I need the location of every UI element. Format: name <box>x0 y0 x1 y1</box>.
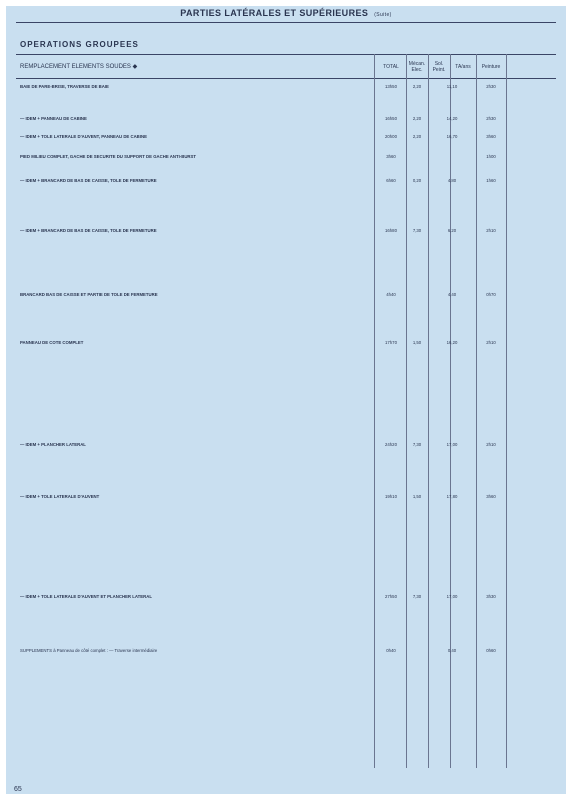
column-line <box>374 54 375 768</box>
divider <box>16 78 556 79</box>
table-cell-c2: 0,20 <box>412 178 422 183</box>
table-row-label: — IDEM + TOLE LATERALE D'AUVENT <box>20 494 100 499</box>
column-header-mecanique: Mécan. Elec. <box>408 61 426 73</box>
table-row-label: BAIE DE PARE-BRISE, TRAVERSE DE BAIE <box>20 84 109 89</box>
page-title <box>6 8 566 18</box>
table-cell-c3: 17,00 <box>446 594 458 599</box>
table-row-label: — IDEM + BRANCARD DE BAS DE CAISSE, TOLE DE FERMETURE <box>20 228 157 233</box>
table-cell-total: 3h60 <box>386 154 396 159</box>
table-cell-c2: 1,50 <box>412 494 422 499</box>
column-header-tolerie: TA/ans <box>455 64 471 70</box>
table-row-label: PANNEAU DE COTE COMPLET <box>20 340 84 345</box>
table-cell-c3: 17,00 <box>446 442 458 447</box>
table-row-label: — IDEM + PLANCHER LATERAL <box>20 442 86 447</box>
column-line <box>506 54 507 768</box>
table-cell-total: 0h40 <box>386 648 396 653</box>
table-cell-c3: 4,40 <box>447 292 457 297</box>
table-row-label: — IDEM + TOLE LATERALE D'AUVENT, PANNEAU DE CABINE <box>20 134 147 139</box>
table-cell-total: 16h50 <box>385 116 397 121</box>
table-row-label: — IDEM + TOLE LATERALE D'AUVENT ET PLANCHER LATERAL <box>20 594 152 599</box>
table-cell-c3: 11,10 <box>446 84 458 89</box>
table-cell-total: 16h80 <box>385 228 397 233</box>
section-heading: OPERATIONS GROUPEES <box>20 40 139 49</box>
table-cell-c3: 17,80 <box>446 494 458 499</box>
table-row-label: — IDEM + BRANCARD DE BAS DE CAISSE, TOLE DE FERMETURE <box>20 178 157 183</box>
table-cell-c5: 1h00 <box>486 154 496 159</box>
table-cell-c3: 14,20 <box>446 116 458 121</box>
table-cell-c5: 3h60 <box>486 134 496 139</box>
table-cell-c5: 2h30 <box>486 84 496 89</box>
table-cell-c5: 2h30 <box>486 116 496 121</box>
column-line <box>428 54 429 768</box>
table-cell-total: 27h50 <box>385 594 397 599</box>
title-suffix: (Suite) <box>374 12 392 18</box>
table-cell-c5: 2h10 <box>486 442 496 447</box>
table-cell-c5: 3h60 <box>486 494 496 499</box>
divider <box>16 22 556 23</box>
page-number: 65 <box>14 786 22 793</box>
subsection-heading: REMPLACEMENT ELEMENTS SOUDES ◆ <box>20 64 138 70</box>
document-page <box>6 6 566 794</box>
table-row-label: PIED MILIEU COMPLET, GACHE DE SECURITE DU SUPPORT DE GACHE ANTI-BURST <box>20 154 197 159</box>
table-cell-c2: 2,20 <box>412 84 422 89</box>
table-cell-c5: 2h10 <box>486 228 496 233</box>
table-cell-c3: 4,80 <box>447 178 457 183</box>
table-cell-c5: 0h70 <box>486 292 496 297</box>
table-cell-c3: 6,20 <box>447 228 457 233</box>
table-cell-c2: 2,20 <box>412 134 422 139</box>
table-cell-c2: 1,50 <box>412 340 422 345</box>
table-cell-c5: 2h10 <box>486 340 496 345</box>
divider <box>16 54 556 55</box>
title-text: PARTIES LATÉRALES ET SUPÉRIEURES <box>180 8 369 18</box>
table-cell-c2: 7,30 <box>412 594 422 599</box>
table-cell-total: 13h50 <box>385 84 397 89</box>
table-cell-total: 4h40 <box>386 292 396 297</box>
column-line <box>450 54 451 768</box>
table-cell-total: 24h20 <box>385 442 397 447</box>
column-line <box>406 54 407 768</box>
table-cell-total: 17h70 <box>385 340 397 345</box>
table-cell-c5: 3h30 <box>486 594 496 599</box>
table-cell-c2: 7,30 <box>412 228 422 233</box>
table-cell-c3: 16,20 <box>446 340 458 345</box>
column-header-peinture: Peinture <box>481 64 501 70</box>
table-cell-c5: 0h60 <box>486 648 496 653</box>
table-cell-c5: 1h60 <box>486 178 496 183</box>
column-header-total: TOTAL <box>383 64 399 70</box>
table-cell-c3: 16,70 <box>446 134 458 139</box>
table-row-label: BRANCARD BAS DE CAISSE ET PARTIE DE TOLE DE FERMETURE <box>20 292 158 297</box>
table-cell-c3: 0,40 <box>447 648 457 653</box>
table-cell-c2: 2,20 <box>412 116 422 121</box>
column-line <box>476 54 477 768</box>
table-cell-total: 20h00 <box>385 134 397 139</box>
column-header-soudure: Sol. Peint. <box>432 61 446 73</box>
table-row-label: — IDEM + PANNEAU DE CABINE <box>20 116 87 121</box>
table-cell-c2: 7,30 <box>412 442 422 447</box>
table-cell-total: 6h60 <box>386 178 396 183</box>
table-row-label: SUPPLEMENTS à Panneau de côté complet : — Traverse intermédiaire <box>20 648 158 653</box>
table-cell-total: 19h10 <box>385 494 397 499</box>
